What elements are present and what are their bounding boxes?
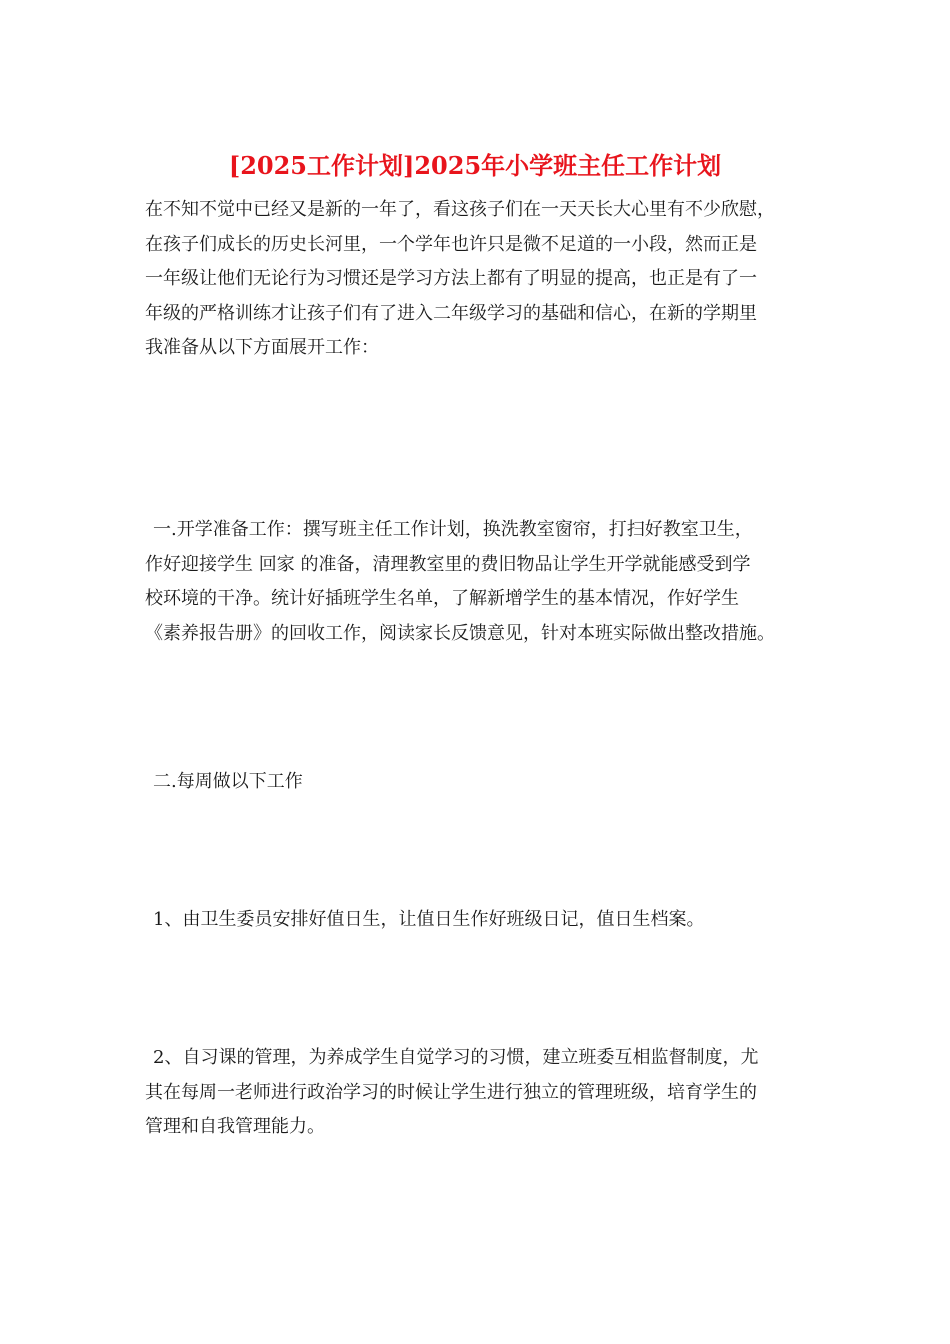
- item-2-line: 2、自习课的管理，为养成学生自觉学习的习惯，建立班委互相监督制度，尤: [153, 1047, 759, 1068]
- intro-line: 在不知不觉中已经又是新的一年了，看这孩子们在一天天长大心里有不少欣慰，: [145, 199, 775, 220]
- section-2-heading-block: [145, 765, 810, 800]
- item-2-paragraph: [145, 1041, 810, 1145]
- item-1-paragraph: [145, 903, 810, 938]
- intro-line: 一年级让他们无论行为习惯还是学习方法上都有了明显的提高，也正是有了一: [145, 268, 757, 289]
- section-1-line: 《素养报告册》的回收工作，阅读家长反馈意见，针对本班实际做出整改措施。: [145, 622, 775, 644]
- item-1-line: 1、由卫生委员安排好值日生，让值日生作好班级日记，值日生档案。: [153, 909, 705, 930]
- section-1-line: 一.开学准备工作：撰写班主任工作计划，换洗教室窗帘，打扫好教室卫生，: [153, 519, 753, 540]
- section-1-line: 作好迎接学生 回家 的准备，清理教室里的费旧物品让学生开学就能感受到学: [145, 553, 751, 575]
- item-2-line: 其在每周一老师进行政治学习的时候让学生进行独立的管理班级，培育学生的: [145, 1081, 757, 1103]
- section-1-paragraph: [145, 513, 810, 651]
- section-1-line: 校环境的干净。统计好插班学生名单，了解新增学生的基本情况，作好学生: [145, 588, 739, 609]
- intro-line: 年级的严格训练才让孩子们有了进入二年级学习的基础和信心，在新的学期里: [145, 302, 757, 324]
- item-2-line: 管理和自我管理能力。: [145, 1116, 325, 1137]
- intro-line: 我准备从以下方面展开工作：: [145, 337, 379, 358]
- intro-paragraph: [145, 193, 810, 366]
- intro-line: 在孩子们成长的历史长河里，一个学年也许只是微不足道的一小段，然而正是: [145, 233, 757, 255]
- section-2-heading: 二.每周做以下工作: [153, 771, 303, 792]
- document-title: [2025工作计划]2025年小学班主任工作计划: [228, 151, 722, 180]
